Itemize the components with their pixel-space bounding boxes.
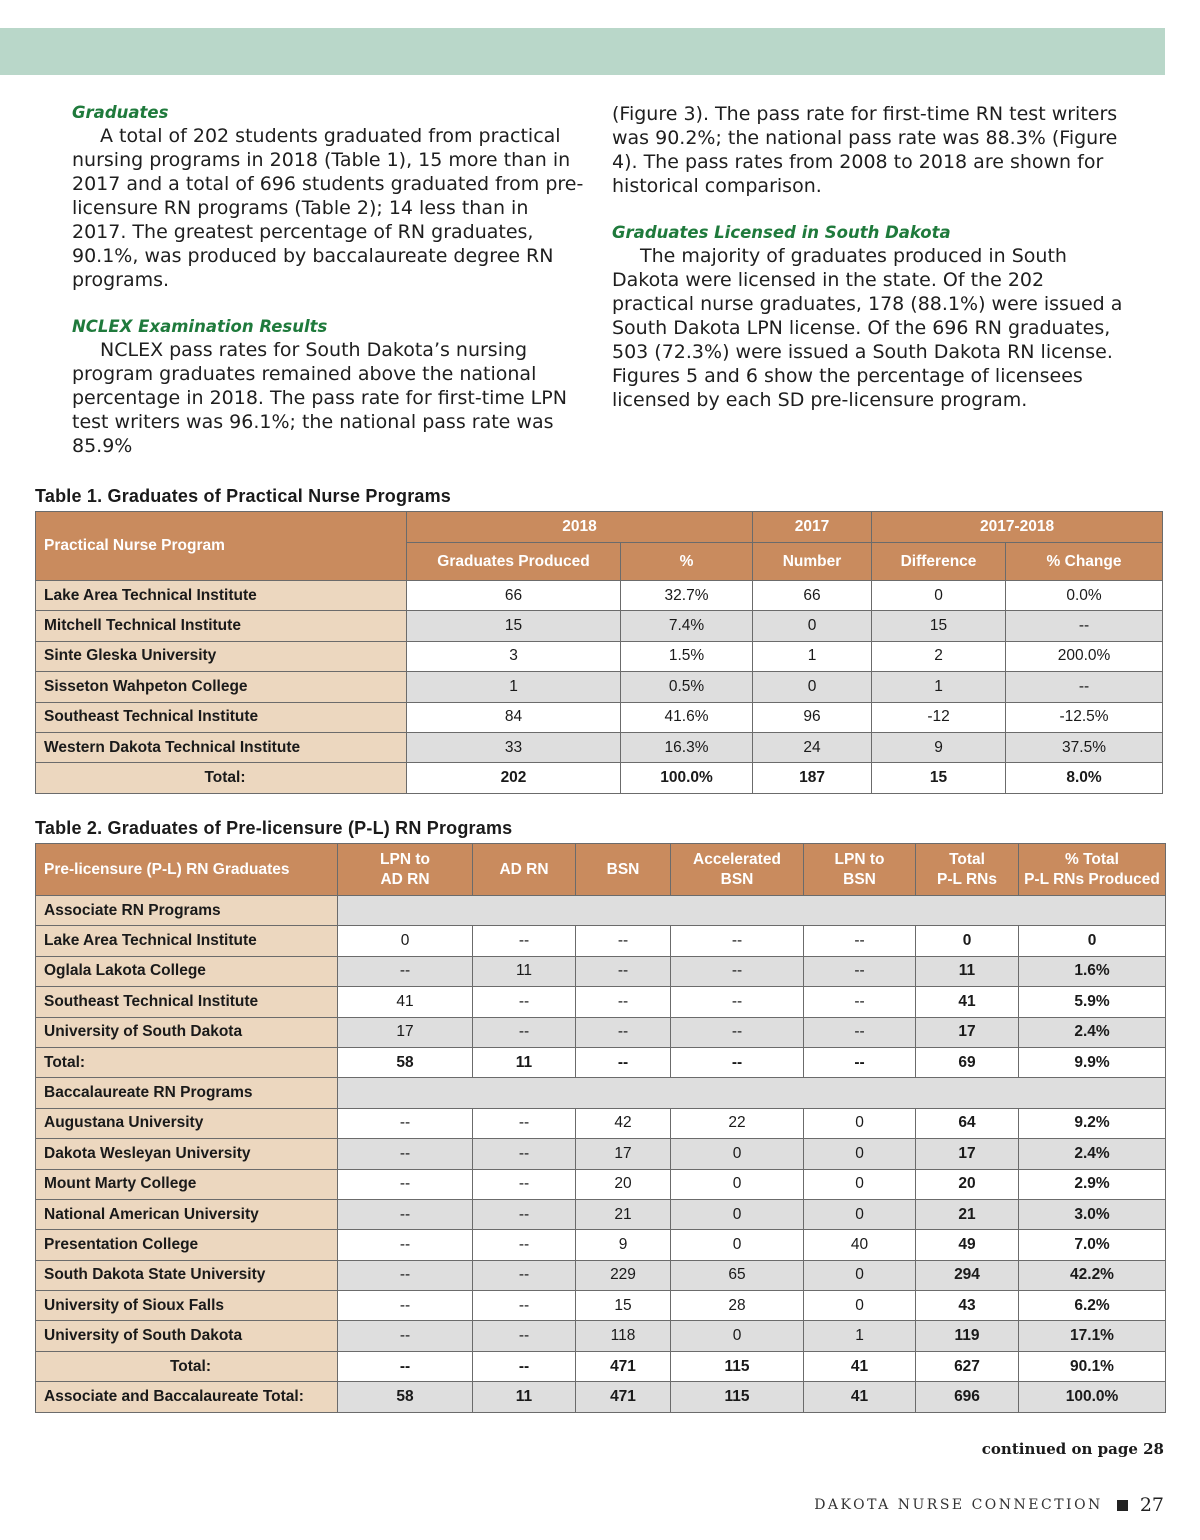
section-label: Baccalaureate RN Programs: [36, 1078, 338, 1108]
nclex-paragraph-continued: (Figure 3). The pass rate for first-time RN test writers was 90.2%; the national pass rate was 88.3% (Figure 4). The pass rates from 2008 to 2018 are shown for historical comparison.: [612, 103, 1118, 197]
cell-c4: 0: [671, 1139, 804, 1169]
table-row: [36, 611, 1163, 641]
table-row: [36, 1108, 1166, 1138]
cell-number: 96: [753, 702, 872, 732]
cell-c2: 11: [473, 1047, 576, 1077]
table1-header-pct: %: [621, 543, 753, 581]
cell-c3: --: [576, 956, 671, 986]
cell-diff: 1: [872, 672, 1006, 702]
cell-c1: 41: [338, 987, 473, 1017]
cell-c5: --: [804, 987, 916, 1017]
cell-diff: -12: [872, 702, 1006, 732]
cell-produced: 1: [407, 672, 621, 702]
cell-produced: 15: [407, 611, 621, 641]
cell-c1: --: [338, 1260, 473, 1290]
cell-c1: --: [338, 1199, 473, 1229]
table-row: [36, 1230, 1166, 1260]
cell-c4: --: [671, 1017, 804, 1047]
program-name: Sisseton Wahpeton College: [36, 672, 407, 702]
table1-header-range: 2017-2018: [872, 512, 1163, 543]
cell-c5: --: [804, 926, 916, 956]
cell-pct: 9.2%: [1019, 1108, 1166, 1138]
cell-total: 294: [916, 1260, 1019, 1290]
cell-total: 21: [916, 1199, 1019, 1229]
cell-c2: 11: [473, 1382, 576, 1412]
table-row: [36, 1291, 1166, 1321]
table-row: [36, 702, 1163, 732]
cell-c1: --: [338, 1108, 473, 1138]
table-row: [36, 956, 1166, 986]
cell-c3: 471: [576, 1351, 671, 1381]
table2-header-program: Pre-licensure (P-L) RN Graduates: [36, 844, 338, 896]
table-row: [36, 1199, 1166, 1229]
cell-c3: --: [576, 926, 671, 956]
cell-c2: --: [473, 1169, 576, 1199]
cell-pct: 90.1%: [1019, 1351, 1166, 1381]
total-number: 187: [753, 763, 872, 793]
cell-total: 17: [916, 1139, 1019, 1169]
cell-c2: --: [473, 1108, 576, 1138]
program-name: University of Sioux Falls: [36, 1291, 338, 1321]
cell-pct: 9.9%: [1019, 1047, 1166, 1077]
program-name: Southeast Technical Institute: [36, 702, 407, 732]
table-row: [36, 1260, 1166, 1290]
table1-header-graduates-produced: Graduates Produced: [407, 543, 621, 581]
cell-change: --: [1006, 672, 1163, 702]
table-row: [36, 641, 1163, 671]
cell-c1: --: [338, 1169, 473, 1199]
cell-pct: 1.6%: [1019, 956, 1166, 986]
cell-c2: --: [473, 1321, 576, 1351]
cell-c3: 15: [576, 1291, 671, 1321]
cell-c1: 58: [338, 1382, 473, 1412]
table1-header-number: Number: [753, 543, 872, 581]
table-row: [36, 1047, 1166, 1077]
cell-c2: 11: [473, 956, 576, 986]
cell-c1: --: [338, 1139, 473, 1169]
table1-header-2017: 2017: [753, 512, 872, 543]
cell-pct: 17.1%: [1019, 1321, 1166, 1351]
cell-c2: --: [473, 1230, 576, 1260]
cell-c4: 115: [671, 1351, 804, 1381]
article-left-column: [72, 102, 584, 458]
cell-change: 200.0%: [1006, 641, 1163, 671]
cell-c2: --: [473, 1017, 576, 1047]
cell-c3: --: [576, 987, 671, 1017]
cell-produced: 84: [407, 702, 621, 732]
cell-pct: 2.4%: [1019, 1139, 1166, 1169]
program-name: Sinte Gleska University: [36, 641, 407, 671]
program-name: Mitchell Technical Institute: [36, 611, 407, 641]
cell-pct: 16.3%: [621, 732, 753, 762]
cell-c3: 118: [576, 1321, 671, 1351]
table2-title: Table 2. Graduates of Pre-licensure (P-L) RN Programs: [35, 818, 513, 838]
cell-c1: --: [338, 1291, 473, 1321]
cell-change: -12.5%: [1006, 702, 1163, 732]
table-total-row: [36, 763, 1163, 793]
cell-change: 0.0%: [1006, 581, 1163, 611]
cell-number: 0: [753, 672, 872, 702]
cell-c4: --: [671, 926, 804, 956]
total-produced: 202: [407, 763, 621, 793]
cell-diff: 2: [872, 641, 1006, 671]
cell-c4: 115: [671, 1382, 804, 1412]
table-row: [36, 1139, 1166, 1169]
cell-c5: 0: [804, 1260, 916, 1290]
cell-c5: 41: [804, 1382, 916, 1412]
cell-c3: 229: [576, 1260, 671, 1290]
program-name: Associate and Baccalaureate Total:: [36, 1382, 338, 1412]
cell-c4: 65: [671, 1260, 804, 1290]
associate-section-row: [36, 896, 1166, 926]
table2: [35, 843, 1166, 1413]
cell-total: 17: [916, 1017, 1019, 1047]
cell-number: 66: [753, 581, 872, 611]
cell-diff: 0: [872, 581, 1006, 611]
graduates-heading: Graduates: [72, 103, 169, 122]
cell-total: 696: [916, 1382, 1019, 1412]
cell-c3: 9: [576, 1230, 671, 1260]
program-name: National American University: [36, 1199, 338, 1229]
cell-c2: --: [473, 1351, 576, 1381]
cell-c2: --: [473, 1291, 576, 1321]
table1-header-difference: Difference: [872, 543, 1006, 581]
program-name: Southeast Technical Institute: [36, 987, 338, 1017]
square-bullet-icon: [1117, 1500, 1128, 1511]
total-label: Total:: [36, 763, 407, 793]
program-name: University of South Dakota: [36, 1017, 338, 1047]
table-row: [36, 1017, 1166, 1047]
cell-c5: 0: [804, 1108, 916, 1138]
cell-total: 49: [916, 1230, 1019, 1260]
table1-title: Table 1. Graduates of Practical Nurse Programs: [35, 486, 452, 506]
cell-pct: 100.0%: [1019, 1382, 1166, 1412]
cell-total: 11: [916, 956, 1019, 986]
cell-c5: 40: [804, 1230, 916, 1260]
cell-c1: 17: [338, 1017, 473, 1047]
program-name: Lake Area Technical Institute: [36, 581, 407, 611]
table-row: [36, 1351, 1166, 1381]
table1-header-pct-change: % Change: [1006, 543, 1163, 581]
cell-c3: --: [576, 1017, 671, 1047]
program-name: Dakota Wesleyan University: [36, 1139, 338, 1169]
cell-c5: --: [804, 1047, 916, 1077]
program-name: Lake Area Technical Institute: [36, 926, 338, 956]
cell-c5: --: [804, 956, 916, 986]
program-name: Total:: [36, 1351, 338, 1381]
cell-pct: 2.9%: [1019, 1169, 1166, 1199]
cell-c5: 0: [804, 1291, 916, 1321]
licensed-heading: Graduates Licensed in South Dakota: [612, 223, 951, 242]
licensed-paragraph: The majority of graduates produced in South Dakota were licensed in the state. Of the 202 practical nurse graduates, 178 (88.1%) were issued a South Dakota LPN license. Of the 696 RN graduates, 503 (72.3%) were issued a South Dakota RN license. Figures 5 and 6 show the percentage of licensees licensed by each SD pre-licensure program.: [612, 245, 1123, 411]
cell-pct: 6.2%: [1019, 1291, 1166, 1321]
cell-pct: 1.5%: [621, 641, 753, 671]
cell-produced: 33: [407, 732, 621, 762]
table1: [35, 511, 1163, 794]
nclex-heading: NCLEX Examination Results: [72, 317, 328, 336]
cell-total: 627: [916, 1351, 1019, 1381]
cell-c4: --: [671, 1047, 804, 1077]
cell-c4: 0: [671, 1169, 804, 1199]
cell-c3: 20: [576, 1169, 671, 1199]
table-row: [36, 1382, 1166, 1412]
table2-header-accelerated-bsn: Accelerated BSN: [671, 844, 804, 896]
cell-pct: 0.5%: [621, 672, 753, 702]
cell-number: 1: [753, 641, 872, 671]
cell-c4: 0: [671, 1321, 804, 1351]
table2-header-ad-rn: AD RN: [473, 844, 576, 896]
program-name: South Dakota State University: [36, 1260, 338, 1290]
cell-c4: --: [671, 987, 804, 1017]
program-name: Western Dakota Technical Institute: [36, 732, 407, 762]
cell-total: 43: [916, 1291, 1019, 1321]
table-row: [36, 926, 1166, 956]
cell-pct: 32.7%: [621, 581, 753, 611]
cell-diff: 9: [872, 732, 1006, 762]
cell-produced: 66: [407, 581, 621, 611]
header-band: [0, 28, 1165, 75]
table2-header-bsn: BSN: [576, 844, 671, 896]
table1-header-program: Practical Nurse Program: [36, 512, 407, 581]
cell-c1: --: [338, 1351, 473, 1381]
baccalaureate-section-row: [36, 1078, 1166, 1108]
cell-pct: 3.0%: [1019, 1199, 1166, 1229]
table-row: [36, 581, 1163, 611]
cell-c4: 0: [671, 1230, 804, 1260]
cell-c1: 58: [338, 1047, 473, 1077]
table-row: [36, 672, 1163, 702]
cell-c1: --: [338, 1230, 473, 1260]
program-name: Presentation College: [36, 1230, 338, 1260]
cell-pct: 42.2%: [1019, 1260, 1166, 1290]
cell-change: 37.5%: [1006, 732, 1163, 762]
cell-total: 64: [916, 1108, 1019, 1138]
cell-total: 0: [916, 926, 1019, 956]
cell-total: 41: [916, 987, 1019, 1017]
cell-c1: --: [338, 1321, 473, 1351]
table-row: [36, 1169, 1166, 1199]
cell-total: 119: [916, 1321, 1019, 1351]
cell-c4: 0: [671, 1199, 804, 1229]
cell-number: 24: [753, 732, 872, 762]
cell-c4: 28: [671, 1291, 804, 1321]
graduates-paragraph: A total of 202 students graduated from practical nursing programs in 2018 (Table 1), 15 more than in 2017 and a total of 696 students graduated from pre-licensure RN programs (Table 2); 14 less than in 2017. The greatest percentage of RN graduates, 90.1%, was produced by baccalaureate degree RN programs.: [72, 125, 584, 291]
cell-c5: 0: [804, 1139, 916, 1169]
total-diff: 15: [872, 763, 1006, 793]
cell-pct: 7.4%: [621, 611, 753, 641]
cell-total: 20: [916, 1169, 1019, 1199]
total-change: 8.0%: [1006, 763, 1163, 793]
cell-produced: 3: [407, 641, 621, 671]
table-row: [36, 1321, 1166, 1351]
cell-c4: 22: [671, 1108, 804, 1138]
page-footer: [814, 1494, 1164, 1516]
cell-c2: --: [473, 1260, 576, 1290]
program-name: Augustana University: [36, 1108, 338, 1138]
cell-c5: 0: [804, 1199, 916, 1229]
cell-c3: 42: [576, 1108, 671, 1138]
cell-c2: --: [473, 987, 576, 1017]
cell-c3: 17: [576, 1139, 671, 1169]
cell-pct: 41.6%: [621, 702, 753, 732]
cell-c3: --: [576, 1047, 671, 1077]
table1-header-2018: 2018: [407, 512, 753, 543]
table2-header-lpn-to-bsn: LPN to BSN: [804, 844, 916, 896]
continued-note: continued on page 28: [981, 1440, 1164, 1458]
page-number: 27: [1139, 1494, 1164, 1516]
cell-c3: 21: [576, 1199, 671, 1229]
program-name: Total:: [36, 1047, 338, 1077]
cell-c4: --: [671, 956, 804, 986]
cell-pct: 5.9%: [1019, 987, 1166, 1017]
section-label: Associate RN Programs: [36, 896, 338, 926]
cell-c2: --: [473, 1139, 576, 1169]
program-name: University of South Dakota: [36, 1321, 338, 1351]
article-right-column: [612, 102, 1132, 412]
table2-header-total-pl-rns: Total P-L RNs: [916, 844, 1019, 896]
cell-pct: 0: [1019, 926, 1166, 956]
cell-total: 69: [916, 1047, 1019, 1077]
program-name: Oglala Lakota College: [36, 956, 338, 986]
cell-c5: 41: [804, 1351, 916, 1381]
program-name: Mount Marty College: [36, 1169, 338, 1199]
cell-diff: 15: [872, 611, 1006, 641]
cell-c2: --: [473, 926, 576, 956]
cell-c1: 0: [338, 926, 473, 956]
table-row: [36, 732, 1163, 762]
cell-number: 0: [753, 611, 872, 641]
publication-name: DAKOTA NURSE CONNECTION: [814, 1497, 1103, 1513]
cell-c5: --: [804, 1017, 916, 1047]
table-row: [36, 987, 1166, 1017]
cell-c2: --: [473, 1199, 576, 1229]
nclex-paragraph: NCLEX pass rates for South Dakota’s nursing program graduates remained above the national percentage in 2018. The pass rate for first-time LPN test writers was 96.1%; the national pass rate was 85.9%: [72, 339, 567, 457]
cell-c3: 471: [576, 1382, 671, 1412]
cell-c1: --: [338, 956, 473, 986]
cell-pct: 7.0%: [1019, 1230, 1166, 1260]
total-pct: 100.0%: [621, 763, 753, 793]
cell-c5: 1: [804, 1321, 916, 1351]
cell-pct: 2.4%: [1019, 1017, 1166, 1047]
cell-change: --: [1006, 611, 1163, 641]
cell-c5: 0: [804, 1169, 916, 1199]
table2-header-lpn-to-ad-rn: LPN to AD RN: [338, 844, 473, 896]
table2-header-pct-total: % Total P-L RNs Produced: [1019, 844, 1166, 896]
